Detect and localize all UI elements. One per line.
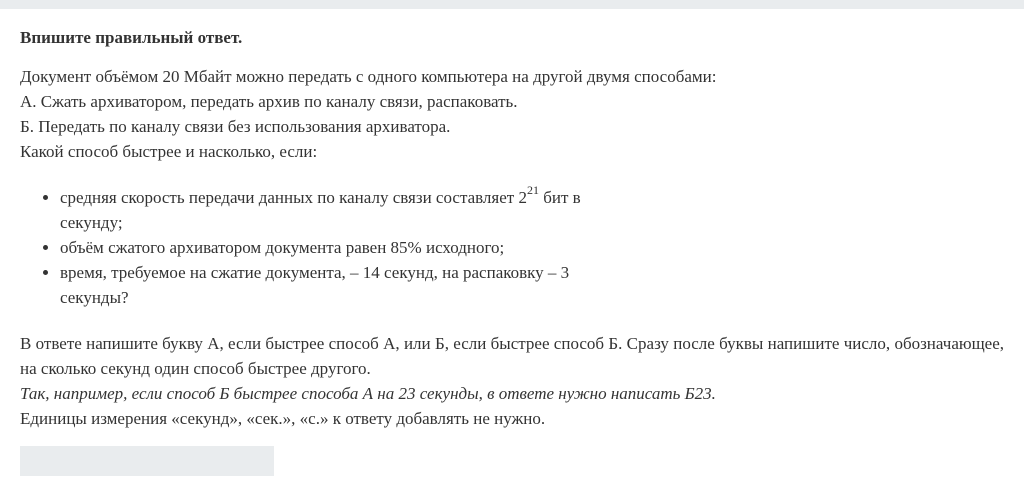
condition-speed-unit: бит в секунду; xyxy=(60,188,581,232)
condition-compression-ratio: • объём сжатого архиватором документа равен 85% исходного; xyxy=(60,235,1004,260)
condition-speed xyxy=(60,185,620,235)
intro-line-1: Документ объёмом 20 Мбайт можно передать с одного компьютера на другой двумя способами: xyxy=(20,67,717,86)
task-intro xyxy=(20,64,1004,164)
answer-example: Так, например, если способ Б быстрее способа А на 23 секунды, в ответе нужно написать Б23. xyxy=(20,384,716,403)
conditions-list xyxy=(20,185,1004,310)
intro-line-2: А. Сжать архиватором, передать архив по каналу связи, распаковать. xyxy=(20,92,518,111)
units-note: Единицы измерения «секунд», «сек.», «с.» к ответу добавлять не нужно. xyxy=(20,409,546,428)
top-bar xyxy=(0,0,1024,9)
condition-speed-text: средняя скорость передачи данных по каналу связи составляет 2 xyxy=(60,188,527,207)
task-instruction: Впишите правильный ответ. xyxy=(20,28,243,47)
answer-input[interactable] xyxy=(20,446,274,476)
task-content xyxy=(0,9,1024,476)
condition-timing: • время, требуемое на сжатие документа, – 14 секунд, на распаковку – 3 секунды? xyxy=(60,260,620,310)
intro-line-4: Какой способ быстрее и насколько, если: xyxy=(20,142,318,161)
speed-exponent: 21 xyxy=(526,183,539,198)
intro-line-3: Б. Передать по каналу связи без использования архиватора. xyxy=(20,117,451,136)
answer-instructions: В ответе напишите букву А, если быстрее способ А, или Б, если быстрее способ Б. Сразу после буквы напишите число, обозначающее, на сколько секунд один способ быстрее другого. xyxy=(20,334,1004,378)
